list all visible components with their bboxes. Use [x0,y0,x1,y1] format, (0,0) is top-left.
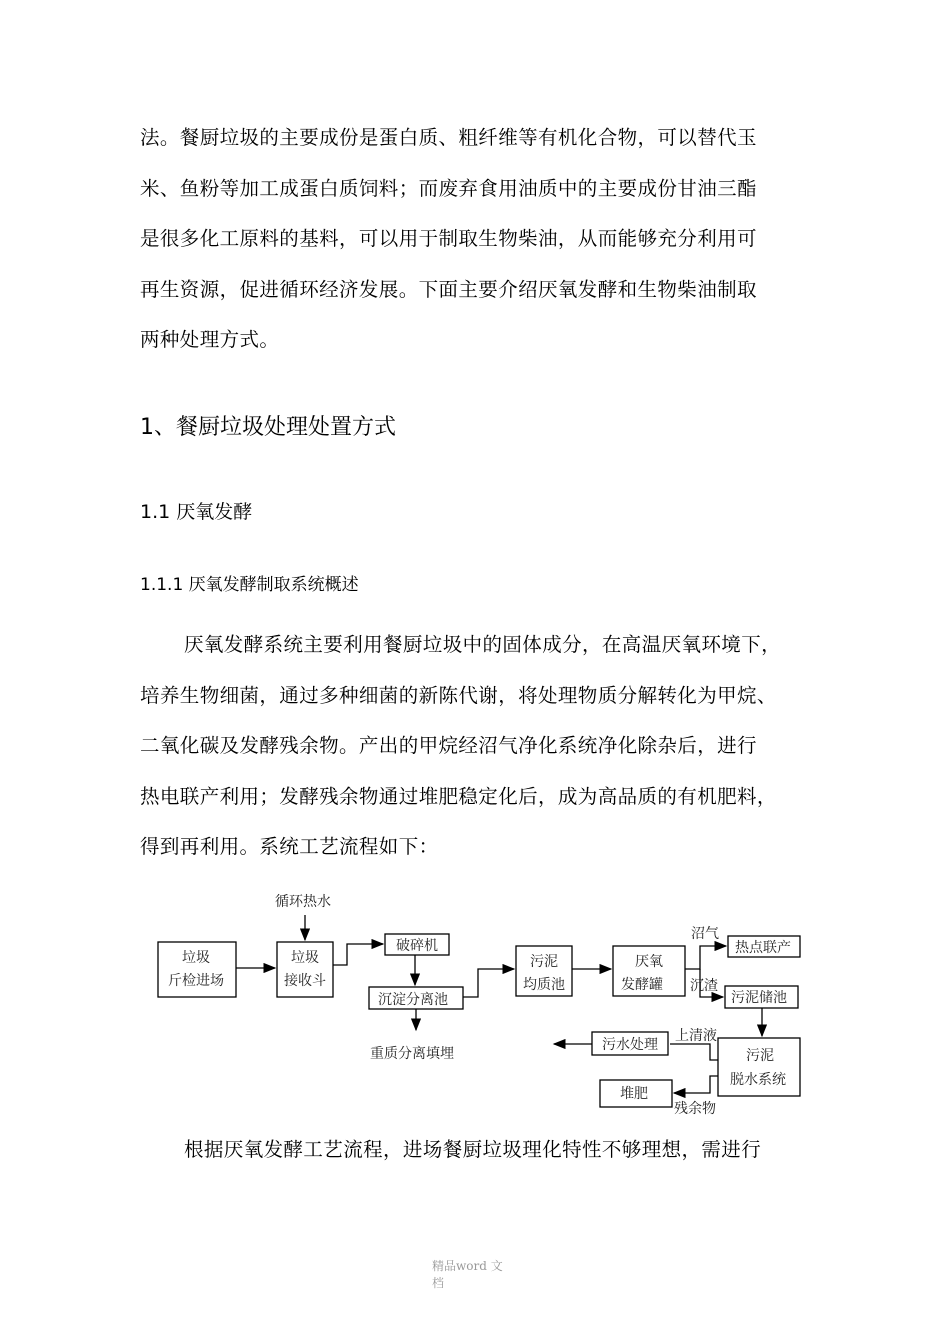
label-circulating-water: 循环热水 [275,894,331,910]
text-receive-1: 垃圾 [291,950,319,966]
text-garbage-1: 垃圾 [182,950,210,966]
body-line: 二氧化碳及发酵残余物。产出的甲烷经沼气净化系统净化除杂后，进行 [140,734,757,757]
footer-line-1: 精品word 文 [432,1259,503,1273]
text-chp: 热点联产 [735,940,791,956]
text-sedimentation: 沉淀分离池 [378,992,448,1008]
text-dewater-2: 脱水系统 [730,1072,786,1088]
body-line: 厌氧发酵系统主要利用餐厨垃圾中的固体成分，在高温厌氧环境下， [184,633,782,656]
text-ferment-1: 厌氧 [635,954,663,970]
text-receive-2: 接收斗 [284,973,326,989]
text-homog-2: 均质池 [523,977,565,993]
heading-level-1: 1、餐厨垃圾处理处置方式 [140,415,396,440]
text-garbage-2: 斤检进场 [168,973,224,989]
label-biogas: 沼气 [691,926,719,942]
intro-line: 法。餐厨垃圾的主要成份是蛋白质、粗纤维等有机化合物，可以替代玉 [140,126,757,149]
label-sediment-residue: 沉渣 [690,978,718,994]
text-compost: 堆肥 [620,1086,648,1102]
intro-line: 是很多化工原料的基料，可以用于制取生物柴油，从而能够充分利用可 [140,227,757,250]
text-sludge-storage: 污泥储池 [731,990,787,1006]
heading-level-3: 1.1.1 厌氧发酵制取系统概述 [140,575,359,595]
intro-line: 再生资源，促进循环经济发展。下面主要介绍厌氧发酵和生物柴油制取 [140,277,757,301]
text-dewater-1: 污泥 [746,1048,774,1064]
footer-line-2: 档 [432,1276,445,1290]
intro-line: 两种处理方式。 [140,328,280,351]
label-remainder: 残余物 [674,1101,716,1117]
closing-line: 根据厌氧发酵工艺流程，进场餐厨垃圾理化特性不够理想，需进行 [184,1138,762,1161]
footer-watermark [432,1258,522,1292]
body-line: 得到再利用。系统工艺流程如下： [140,835,439,858]
body-line: 热电联产利用；发酵残余物通过堆肥稳定化后，成为高品质的有机肥料， [140,784,777,808]
text-crusher: 破碎机 [396,938,438,954]
text-wastewater: 污水处理 [602,1037,658,1053]
closing-paragraph [140,1125,840,1176]
intro-line: 米、鱼粉等加工成蛋白质饲料；而废弃食用油质中的主要成份甘油三酯 [140,176,757,200]
text-homog-1: 污泥 [530,954,558,970]
body-line: 培养生物细菌，通过多种细菌的新陈代谢，将处理物质分解转化为甲烷、 [140,683,777,707]
label-supernatant: 上清液 [675,1028,717,1044]
heading-level-2: 1.1 厌氧发酵 [140,501,253,523]
text-ferment-2: 发酵罐 [621,977,663,993]
body-paragraph [140,620,840,873]
intro-paragraph [140,113,840,366]
process-flow-diagram [150,880,820,1130]
label-heavy-landfill: 重质分离填埋 [370,1046,454,1062]
